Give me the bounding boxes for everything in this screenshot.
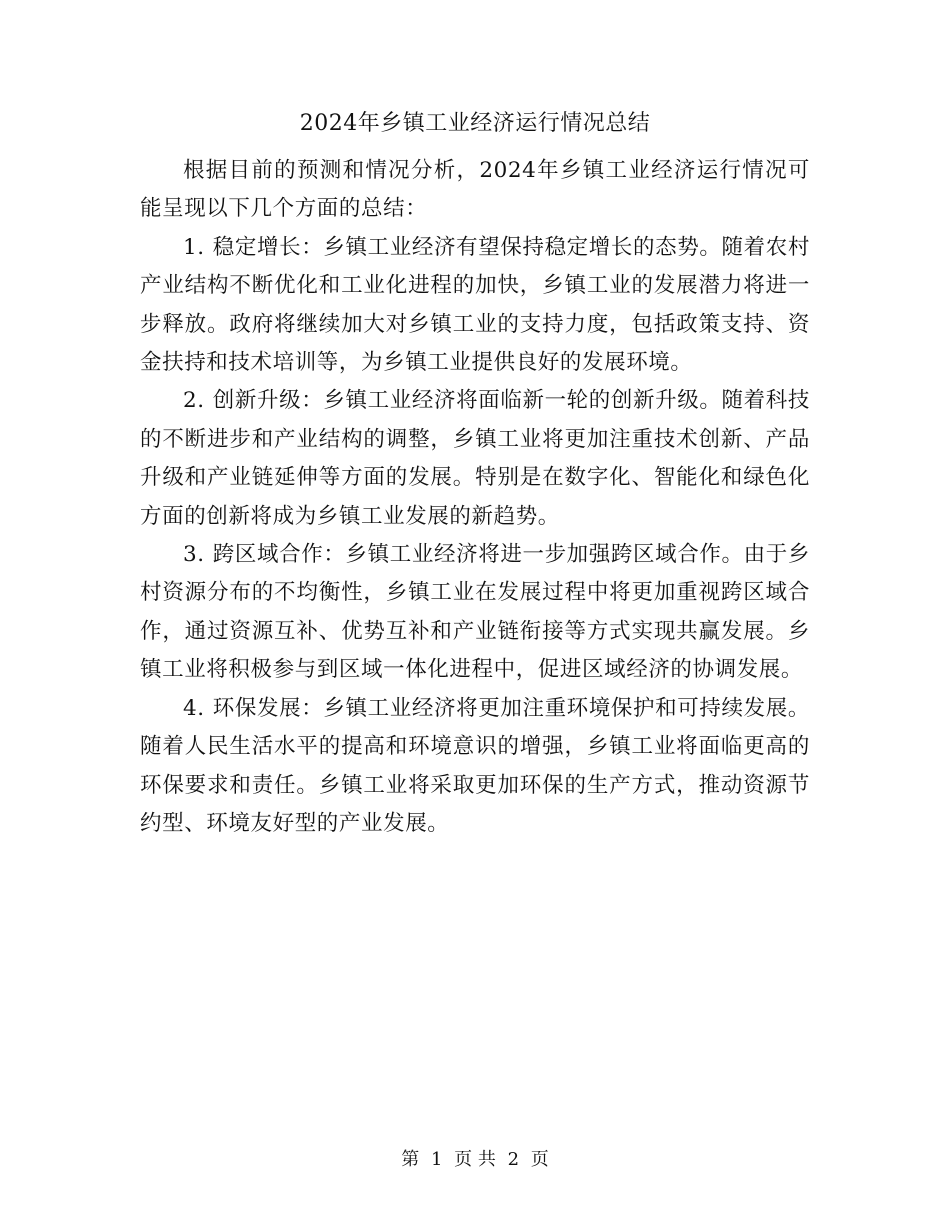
paragraph-text: 根据目前的预测和情况分析，2024年乡镇工业经济运行情况可能呈现以下几个方面的总结： [140, 158, 810, 222]
page-label-middle: 页 共 [454, 1149, 496, 1170]
point-paragraph-2 [140, 382, 810, 536]
page-label-suffix: 页 [530, 1149, 549, 1170]
intro-paragraph [140, 152, 810, 229]
document-body [140, 152, 810, 843]
paragraph-text: 环保发展：乡镇工业经济将更加注重环境保护和可持续发展。随着人民生活水平的提高和环境意识的增强，乡镇工业将面临更高的环保要求和责任。乡镇工业将采取更加环保的生产方式，推动资源节约型、环境友好型的产业发展。 [140, 695, 810, 836]
paragraph-text: 跨区域合作：乡镇工业经济将进一步加强跨区域合作。由于乡村资源分布的不均衡性，乡镇工业在发展过程中将更加重视跨区域合作，通过资源互补、优势互补和产业链衔接等方式实现共赢发展。乡镇工业将积极参与到区域一体化进程中，促进区域经济的协调发展。 [140, 542, 810, 683]
page-footer [0, 1146, 950, 1174]
point-paragraph-4 [140, 690, 810, 844]
document-title: 2024年乡镇工业经济运行情况总结 [299, 111, 651, 136]
page-total-number: 2 [507, 1149, 520, 1170]
paragraph-text: 创新升级：乡镇工业经济将面临新一轮的创新升级。随着科技的不断进步和产业结构的调整，乡镇工业将更加注重技术创新、产品升级和产业链延伸等方面的发展。特别是在数字化、智能化和绿色化方面的创新将成为乡镇工业发展的新趋势。 [140, 388, 810, 529]
page-current-number: 1 [430, 1149, 443, 1170]
point-paragraph-1 [140, 229, 810, 383]
paragraph-text: 稳定增长：乡镇工业经济有望保持稳定增长的态势。随着农村产业结构不断优化和工业化进程的加快，乡镇工业的发展潜力将进一步释放。政府将继续加大对乡镇工业的支持力度，包括政策支持、资金扶持和技术培训等，为乡镇工业提供良好的发展环境。 [140, 234, 810, 376]
point-paragraph-3 [140, 536, 810, 690]
point-number: 3. [183, 542, 205, 568]
page-label-prefix: 第 [401, 1149, 420, 1170]
point-number: 2. [183, 388, 205, 414]
point-number: 4. [183, 695, 205, 721]
point-number: 1. [183, 234, 205, 260]
